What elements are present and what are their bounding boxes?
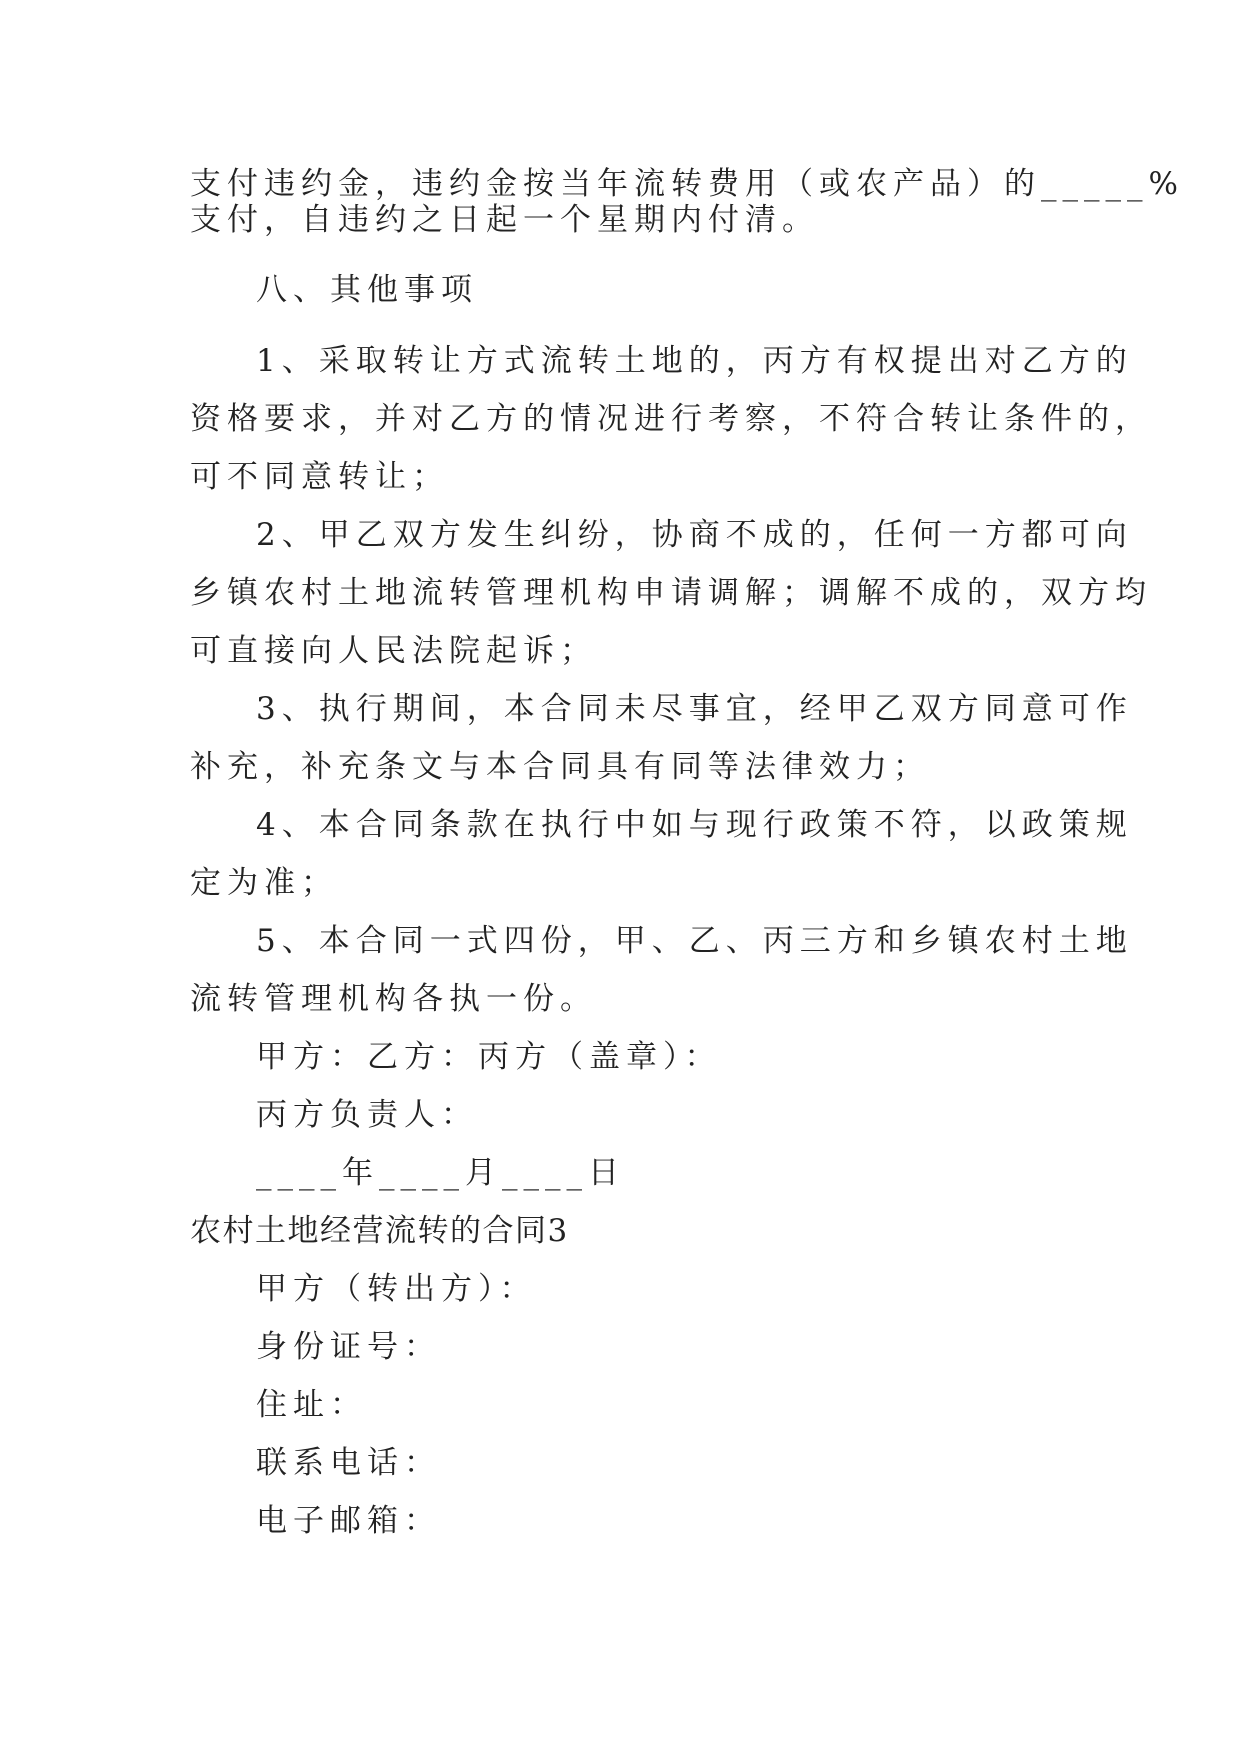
field-phone: 联系电话： <box>256 1445 441 1481</box>
field-id-number: 身份证号： <box>256 1329 441 1365</box>
date-line: ____年____月____日 <box>256 1155 625 1191</box>
paragraph-line: 4、本合同条款在执行中如与现行政策不符，以政策规 <box>256 807 1133 843</box>
paragraph-line: 支付违约金，违约金按当年流转费用（或农产品）的_____% <box>190 166 1184 202</box>
signature-responsible-line: 丙方负责人： <box>256 1097 478 1133</box>
paragraph-line: 资格要求，并对乙方的情况进行考察，不符合转让条件的， <box>190 401 1152 437</box>
field-address: 住址： <box>256 1387 367 1423</box>
paragraph-line: 1、采取转让方式流转土地的，丙方有权提出对乙方的 <box>256 343 1133 379</box>
paragraph-line: 可不同意转让； <box>190 459 449 495</box>
paragraph-line: 3、执行期间，本合同未尽事宜，经甲乙双方同意可作 <box>256 691 1133 727</box>
field-party-a: 甲方（转出方）： <box>256 1271 537 1307</box>
paragraph-line: 流转管理机构各执一份。 <box>190 981 597 1017</box>
paragraph-line: 支付，自违约之日起一个星期内付清。 <box>190 202 819 238</box>
paragraph-line: 5、本合同一式四份，甲、乙、丙三方和乡镇农村土地 <box>256 923 1133 959</box>
paragraph-line: 乡镇农村土地流转管理机构申请调解；调解不成的，双方均 <box>190 575 1152 611</box>
signature-parties-line: 甲方：乙方：丙方（盖章）： <box>256 1039 722 1075</box>
paragraph-line: 补充，补充条文与本合同具有同等法律效力； <box>190 749 930 785</box>
paragraph-line: 定为准； <box>190 865 338 901</box>
paragraph-line: 2、甲乙双方发生纠纷，协商不成的，任何一方都可向 <box>256 517 1133 553</box>
contract-title: 农村土地经营流转的合同3 <box>190 1213 569 1249</box>
paragraph-line: 可直接向人民法院起诉； <box>190 633 597 669</box>
field-email: 电子邮箱： <box>256 1503 441 1539</box>
section-heading: 八、其他事项 <box>256 272 478 308</box>
